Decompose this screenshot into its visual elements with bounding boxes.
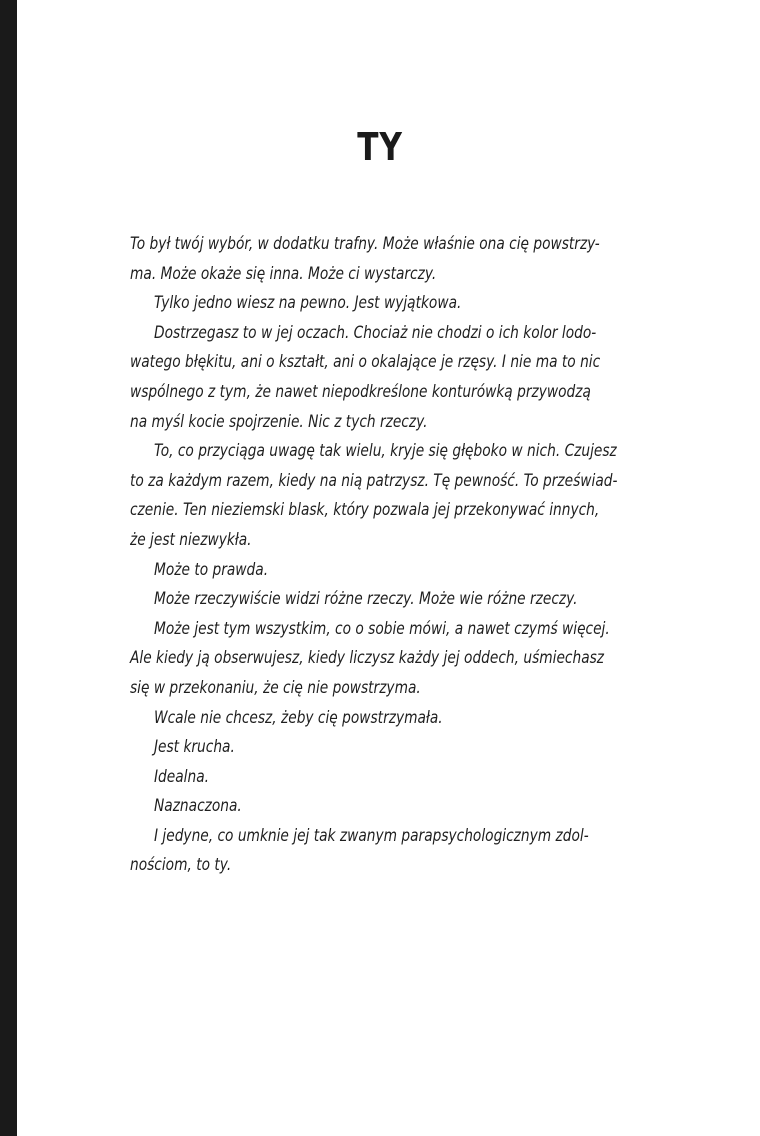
- text-line: Naznaczona.: [154, 796, 242, 817]
- text-line: to za każdym razem, kiedy na nią patrzysz. Tę pewność. To przeświad-: [130, 470, 618, 491]
- text-line: To był twój wybór, w dodatku trafny. Może właśnie ona cię powstrzy-: [130, 234, 600, 254]
- page-edge-shadow: [0, 0, 17, 1136]
- text-line: się w przekonaniu, że cię nie powstrzyma.: [130, 677, 421, 698]
- text-line: nościom, to ty.: [130, 855, 232, 876]
- text-line: że jest niezwykła.: [130, 529, 252, 550]
- text-line: wspólnego z tym, że nawet niepodkreślone konturówką przywodzą: [130, 381, 591, 402]
- text-line: Dostrzegasz to w jej oczach. Chociaż nie chodzi o ich kolor lodo-: [154, 322, 597, 343]
- text-line: Może jest tym wszystkim, co o sobie mówi, a nawet czymś więcej.: [154, 618, 610, 639]
- chapter-title: TY: [357, 125, 403, 169]
- text-line: watego błękitu, ani o kształt, ani o okalające je rzęsy. I nie ma to nic: [130, 352, 601, 373]
- text-line: na myśl kocie spojrzenie. Nic z tych rzeczy.: [130, 411, 428, 432]
- text-line: Może rzeczywiście widzi różne rzeczy. Może wie różne rzeczy.: [154, 589, 578, 610]
- text-line: Idealna.: [154, 766, 209, 787]
- text-line: Ale kiedy ją obserwujesz, kiedy liczysz każdy jej oddech, uśmiechasz: [130, 648, 605, 669]
- text-line: Jest krucha.: [154, 737, 235, 758]
- text-line: To, co przyciąga uwagę tak wielu, kryje się głęboko w nich. Czujesz: [154, 441, 617, 462]
- text-line: I jedyne, co umknie jej tak zwanym parapsychologicznym zdol-: [154, 825, 589, 846]
- text-line: Może to prawda.: [154, 559, 269, 580]
- text-line: Wcale nie chcesz, żeby cię powstrzymała.: [154, 707, 443, 728]
- chapter-body: [130, 230, 645, 881]
- text-line: czenie. Ten nieziemski blask, który pozwala jej przekonywać innych,: [130, 500, 600, 521]
- text-line: Tylko jedno wiesz na pewno. Jest wyjątkowa.: [154, 293, 462, 314]
- text-line: ma. Może okaże się inna. Może ci wystarczy.: [130, 263, 437, 284]
